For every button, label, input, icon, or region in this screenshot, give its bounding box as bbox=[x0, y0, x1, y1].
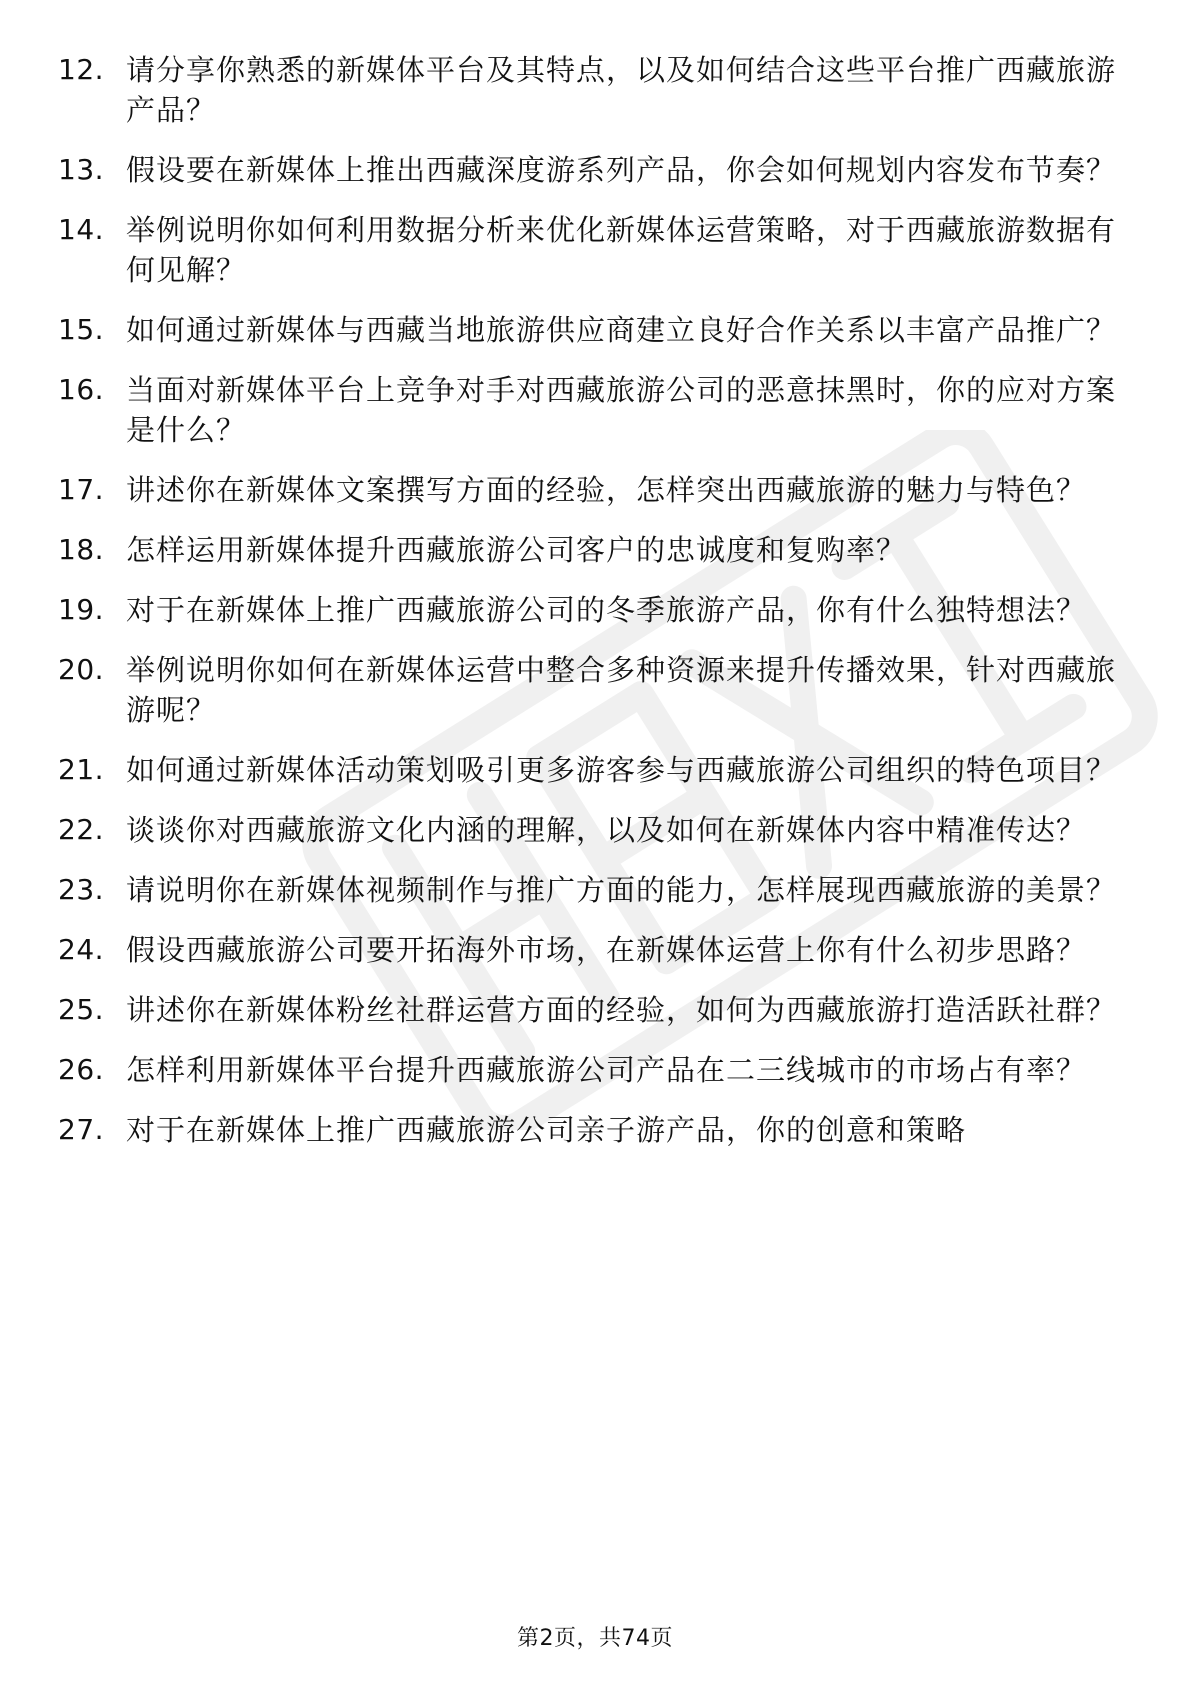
question-item bbox=[58, 750, 1118, 790]
question-text: 举例说明你如何在新媒体运营中整合多种资源来提升传播效果，针对西藏旅游呢？ bbox=[126, 653, 1117, 727]
question-text: 假设西藏旅游公司要开拓海外市场，在新媒体运营上你有什么初步思路？ bbox=[126, 933, 1087, 967]
question-number: 13. bbox=[58, 153, 105, 186]
question-number: 23. bbox=[58, 873, 105, 906]
question-item bbox=[58, 50, 1118, 130]
question-item bbox=[58, 370, 1118, 450]
question-item bbox=[58, 930, 1118, 970]
question-item bbox=[58, 530, 1118, 570]
question-text: 对于在新媒体上推广西藏旅游公司的冬季旅游产品，你有什么独特想法？ bbox=[126, 593, 1087, 627]
question-text: 怎样利用新媒体平台提升西藏旅游公司产品在二三线城市的市场占有率？ bbox=[126, 1053, 1087, 1087]
question-item bbox=[58, 470, 1118, 510]
question-text: 如何通过新媒体活动策划吸引更多游客参与西藏旅游公司组织的特色项目？ bbox=[126, 753, 1117, 787]
question-item bbox=[58, 810, 1118, 850]
question-item bbox=[58, 990, 1118, 1030]
question-number: 14. bbox=[58, 213, 105, 246]
question-text: 请说明你在新媒体视频制作与推广方面的能力，怎样展现西藏旅游的美景？ bbox=[126, 873, 1117, 907]
question-number: 20. bbox=[58, 653, 105, 686]
question-item bbox=[58, 1110, 1118, 1150]
question-number: 27. bbox=[58, 1113, 105, 1146]
page-footer bbox=[0, 1624, 1190, 1654]
question-number: 26. bbox=[58, 1053, 105, 1086]
question-text: 谈谈你对西藏旅游文化内涵的理解，以及如何在新媒体内容中精准传达？ bbox=[126, 813, 1087, 847]
question-text: 请分享你熟悉的新媒体平台及其特点，以及如何结合这些平台推广西藏旅游产品？ bbox=[126, 53, 1117, 127]
question-item bbox=[58, 1050, 1118, 1090]
question-number: 22. bbox=[58, 813, 105, 846]
question-text: 讲述你在新媒体粉丝社群运营方面的经验，如何为西藏旅游打造活跃社群？ bbox=[126, 993, 1117, 1027]
question-item bbox=[58, 590, 1118, 630]
question-number: 16. bbox=[58, 373, 105, 406]
question-number: 18. bbox=[58, 533, 105, 566]
question-number: 12. bbox=[58, 53, 105, 86]
question-list bbox=[58, 50, 1118, 1170]
question-item bbox=[58, 650, 1118, 730]
question-number: 21. bbox=[58, 753, 105, 786]
question-text: 讲述你在新媒体文案撰写方面的经验，怎样突出西藏旅游的魅力与特色？ bbox=[126, 473, 1087, 507]
question-number: 15. bbox=[58, 313, 105, 346]
question-number: 24. bbox=[58, 933, 105, 966]
question-number: 25. bbox=[58, 993, 105, 1026]
question-text: 如何通过新媒体与西藏当地旅游供应商建立良好合作关系以丰富产品推广？ bbox=[126, 313, 1117, 347]
question-number: 19. bbox=[58, 593, 105, 626]
question-text: 举例说明你如何利用数据分析来优化新媒体运营策略，对于西藏旅游数据有何见解？ bbox=[126, 213, 1117, 287]
page-number-label: 第2页，共74页 bbox=[517, 1626, 673, 1651]
question-item bbox=[58, 210, 1118, 290]
question-item bbox=[58, 310, 1118, 350]
question-text: 怎样运用新媒体提升西藏旅游公司客户的忠诚度和复购率？ bbox=[126, 533, 907, 567]
question-text: 当面对新媒体平台上竞争对手对西藏旅游公司的恶意抹黑时，你的应对方案是什么？ bbox=[126, 373, 1117, 447]
question-item bbox=[58, 870, 1118, 910]
question-text: 对于在新媒体上推广西藏旅游公司亲子游产品，你的创意和策略 bbox=[126, 1113, 967, 1147]
question-item bbox=[58, 150, 1118, 190]
question-number: 17. bbox=[58, 473, 105, 506]
question-text: 假设要在新媒体上推出西藏深度游系列产品，你会如何规划内容发布节奏？ bbox=[126, 153, 1117, 187]
